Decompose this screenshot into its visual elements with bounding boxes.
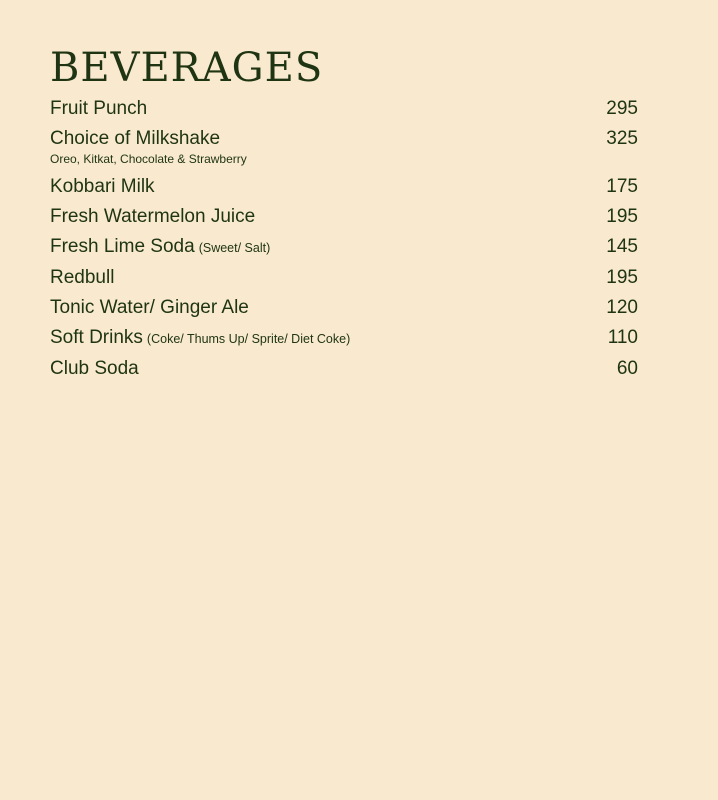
menu-item <box>50 354 638 384</box>
item-name: Redbull <box>50 267 115 288</box>
item-price: 175 <box>606 176 638 197</box>
item-name: Fruit Punch <box>50 98 148 119</box>
item-price: 145 <box>606 236 638 257</box>
menu-item <box>50 263 638 293</box>
item-name: Choice of Milkshake <box>50 128 221 149</box>
menu-item <box>50 202 638 232</box>
menu-item <box>50 94 638 124</box>
item-price: 110 <box>607 327 638 348</box>
menu-item <box>50 232 638 263</box>
item-name: Soft Drinks (Coke/ Thums Up/ Sprite/ Diet Coke) <box>50 327 351 348</box>
item-price: 325 <box>606 128 638 149</box>
menu-item <box>50 172 638 202</box>
item-note: (Coke/ Thums Up/ Sprite/ Diet Coke) <box>146 332 351 346</box>
item-price: 195 <box>606 206 638 227</box>
item-price: 60 <box>616 358 638 379</box>
section-title: BEVERAGES <box>50 45 324 91</box>
menu-item <box>50 293 638 323</box>
item-name: Fresh Lime Soda (Sweet/ Salt) <box>50 236 271 257</box>
item-name: Kobbari Milk <box>50 176 155 197</box>
beverage-list <box>50 94 638 384</box>
item-price: 195 <box>606 267 638 288</box>
item-note: (Sweet/ Salt) <box>198 241 271 255</box>
item-price: 120 <box>606 297 638 318</box>
item-name: Tonic Water/ Ginger Ale <box>50 297 249 318</box>
item-price: 295 <box>606 98 638 119</box>
item-name: Fresh Watermelon Juice <box>50 206 256 227</box>
menu-item <box>50 124 638 172</box>
item-description: Oreo, Kitkat, Chocolate & Strawberry <box>50 152 247 166</box>
item-name: Club Soda <box>50 358 139 379</box>
menu-item <box>50 323 638 354</box>
